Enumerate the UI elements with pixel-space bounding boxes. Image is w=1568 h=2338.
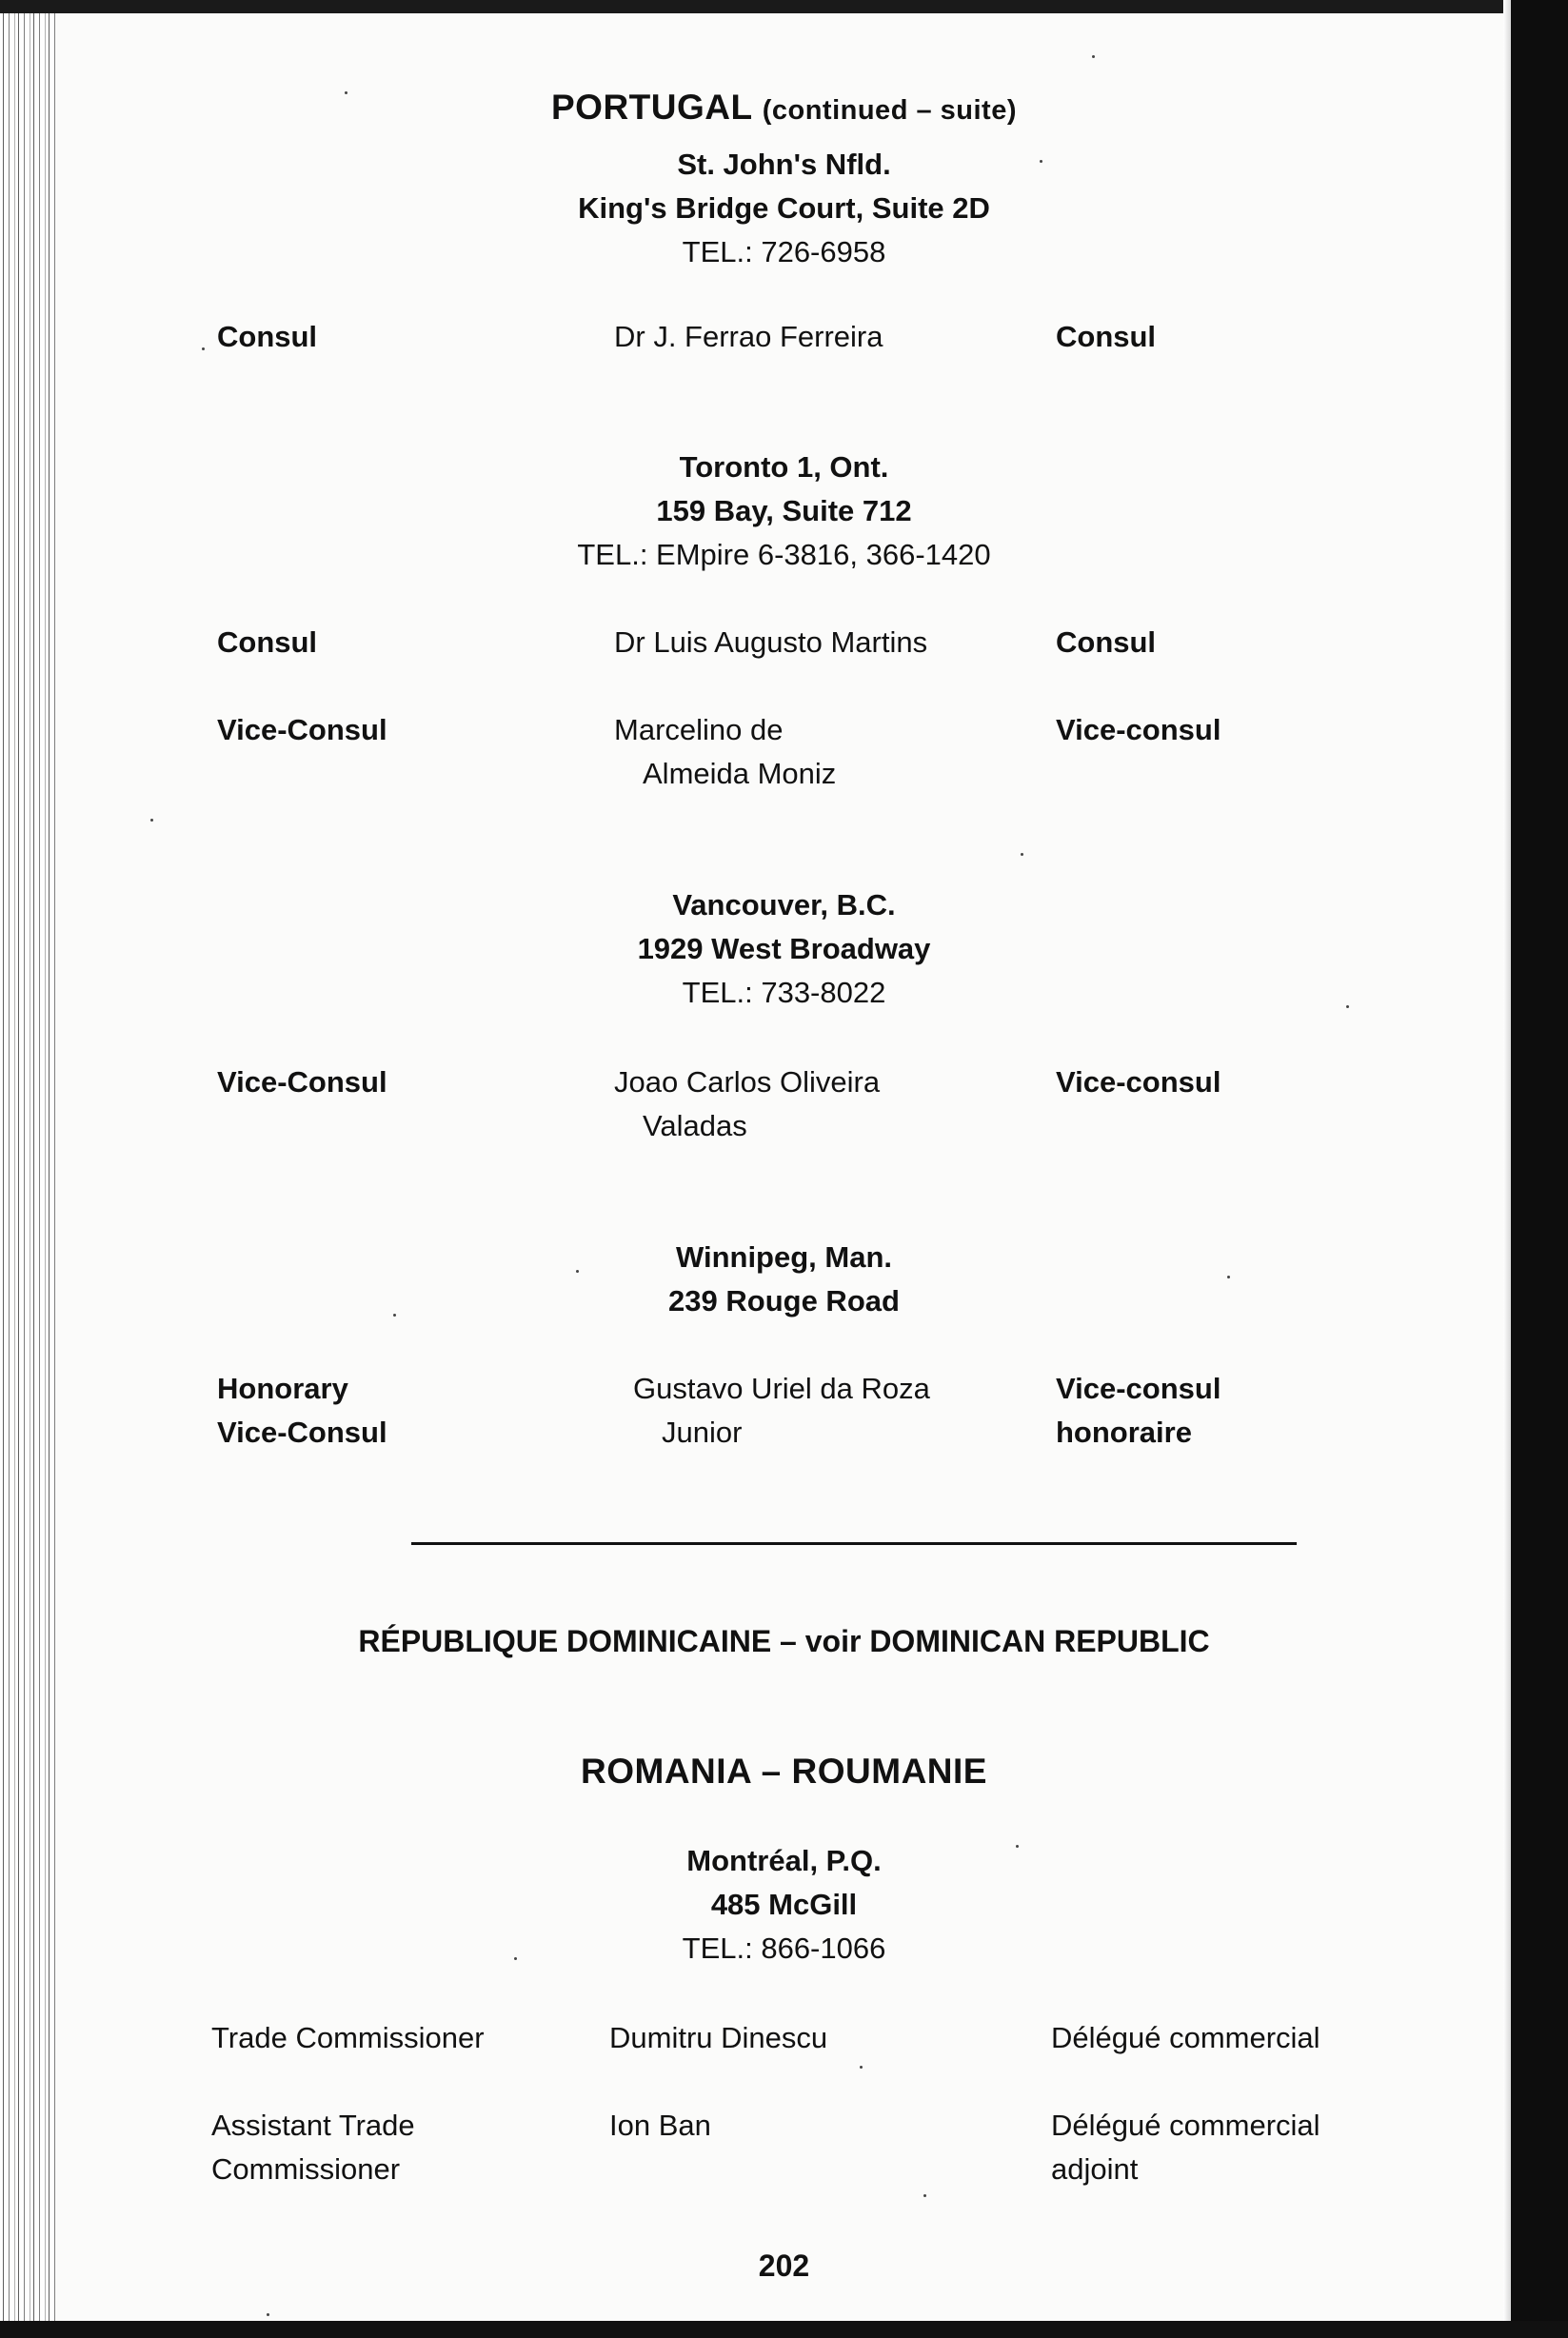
staff-title-en: Vice-Consul bbox=[217, 713, 387, 746]
staff-title-en: Vice-Consul bbox=[217, 1065, 387, 1099]
scan-speck bbox=[267, 2313, 269, 2316]
staff-name-cont: Junior bbox=[662, 1416, 743, 1449]
office-address bbox=[0, 446, 1568, 577]
scan-speck bbox=[345, 91, 347, 94]
staff-title-fr: Vice-consul bbox=[1056, 1372, 1221, 1405]
staff-name: Joao Carlos Oliveira bbox=[614, 1065, 881, 1099]
scan-speck bbox=[1092, 55, 1095, 58]
staff-title-en: Consul bbox=[217, 625, 318, 659]
address-line: Winnipeg, Man. bbox=[675, 1240, 893, 1274]
office-address bbox=[0, 1839, 1568, 1971]
staff-title-fr: Délégué commercial bbox=[1051, 2109, 1320, 2142]
scan-top-edge bbox=[0, 0, 1568, 13]
staff-title-en-cont: Commissioner bbox=[211, 2152, 401, 2186]
staff-name: Ion Ban bbox=[609, 2109, 711, 2142]
address-line: Toronto 1, Ont. bbox=[679, 450, 889, 484]
address-line: 239 Rouge Road bbox=[668, 1284, 900, 1318]
section-title-romania: ROMANIA – ROUMANIE bbox=[581, 1752, 987, 1791]
address-line: 159 Bay, Suite 712 bbox=[656, 494, 912, 527]
scan-speck bbox=[1016, 1845, 1019, 1848]
staff-title-fr: Consul bbox=[1056, 320, 1157, 353]
staff-title-en: Assistant Trade bbox=[211, 2109, 415, 2142]
staff-name: Dumitru Dinescu bbox=[609, 2021, 828, 2054]
staff-name: Dr J. Ferrao Ferreira bbox=[614, 320, 883, 353]
page-number: 202 bbox=[758, 2249, 810, 2283]
address-line: 485 McGill bbox=[710, 1888, 858, 1921]
address-line: King's Bridge Court, Suite 2D bbox=[578, 191, 990, 225]
address-line: St. John's Nfld. bbox=[677, 148, 891, 181]
cross-reference: RÉPUBLIQUE DOMINICAINE – voir DOMINICAN REPUBLIC bbox=[358, 1624, 1210, 1658]
staff-title-fr-cont: adjoint bbox=[1051, 2152, 1139, 2186]
scan-speck bbox=[1227, 1276, 1230, 1278]
office-address bbox=[0, 1236, 1568, 1323]
section-divider bbox=[411, 1542, 1297, 1545]
scan-right-edge bbox=[1511, 0, 1568, 2338]
staff-name: Dr Luis Augusto Martins bbox=[614, 625, 928, 659]
staff-title-fr: Délégué commercial bbox=[1051, 2021, 1320, 2054]
staff-title-fr-cont: honoraire bbox=[1056, 1416, 1192, 1449]
scan-speck bbox=[1021, 853, 1023, 856]
staff-title-en-cont: Vice-Consul bbox=[217, 1416, 387, 1449]
scan-speck bbox=[860, 2066, 863, 2069]
scan-speck bbox=[514, 1957, 517, 1960]
staff-title-fr: Vice-consul bbox=[1056, 1065, 1221, 1099]
staff-name: Marcelino de bbox=[614, 713, 784, 746]
staff-name: Gustavo Uriel da Roza bbox=[633, 1372, 930, 1405]
address-line: Vancouver, B.C. bbox=[672, 888, 896, 921]
staff-title-en: Honorary bbox=[217, 1372, 348, 1405]
scan-gutter bbox=[0, 0, 55, 2338]
address-line: Montréal, P.Q. bbox=[686, 1844, 882, 1877]
scan-right-edge-shadow bbox=[1503, 0, 1511, 2338]
staff-title-fr: Consul bbox=[1056, 625, 1157, 659]
scan-speck bbox=[1040, 160, 1042, 163]
scan-speck bbox=[923, 2194, 926, 2197]
scan-speck bbox=[1346, 1005, 1349, 1008]
office-address bbox=[0, 883, 1568, 1015]
scan-speck bbox=[150, 819, 153, 822]
address-line: TEL.: 726-6958 bbox=[682, 235, 886, 268]
address-line: TEL.: 733-8022 bbox=[682, 976, 886, 1009]
scan-speck bbox=[202, 347, 205, 350]
staff-name-cont: Valadas bbox=[643, 1109, 747, 1142]
section-title-text: PORTUGAL bbox=[550, 88, 752, 127]
scan-speck bbox=[576, 1270, 579, 1273]
section-title-suffix: (continued – suite) bbox=[762, 95, 1017, 126]
scan-bottom-edge bbox=[0, 2321, 1568, 2338]
staff-title-fr: Vice-consul bbox=[1056, 713, 1221, 746]
staff-title-en: Consul bbox=[217, 320, 318, 353]
address-line: TEL.: 866-1066 bbox=[682, 1932, 886, 1965]
address-line: TEL.: EMpire 6-3816, 366-1420 bbox=[577, 538, 991, 571]
staff-title-en: Trade Commissioner bbox=[211, 2021, 485, 2054]
section-title-portugal bbox=[0, 88, 1568, 128]
scan-speck bbox=[393, 1314, 396, 1317]
staff-name-cont: Almeida Moniz bbox=[643, 757, 837, 790]
address-line: 1929 West Broadway bbox=[637, 932, 931, 965]
office-address bbox=[0, 143, 1568, 274]
